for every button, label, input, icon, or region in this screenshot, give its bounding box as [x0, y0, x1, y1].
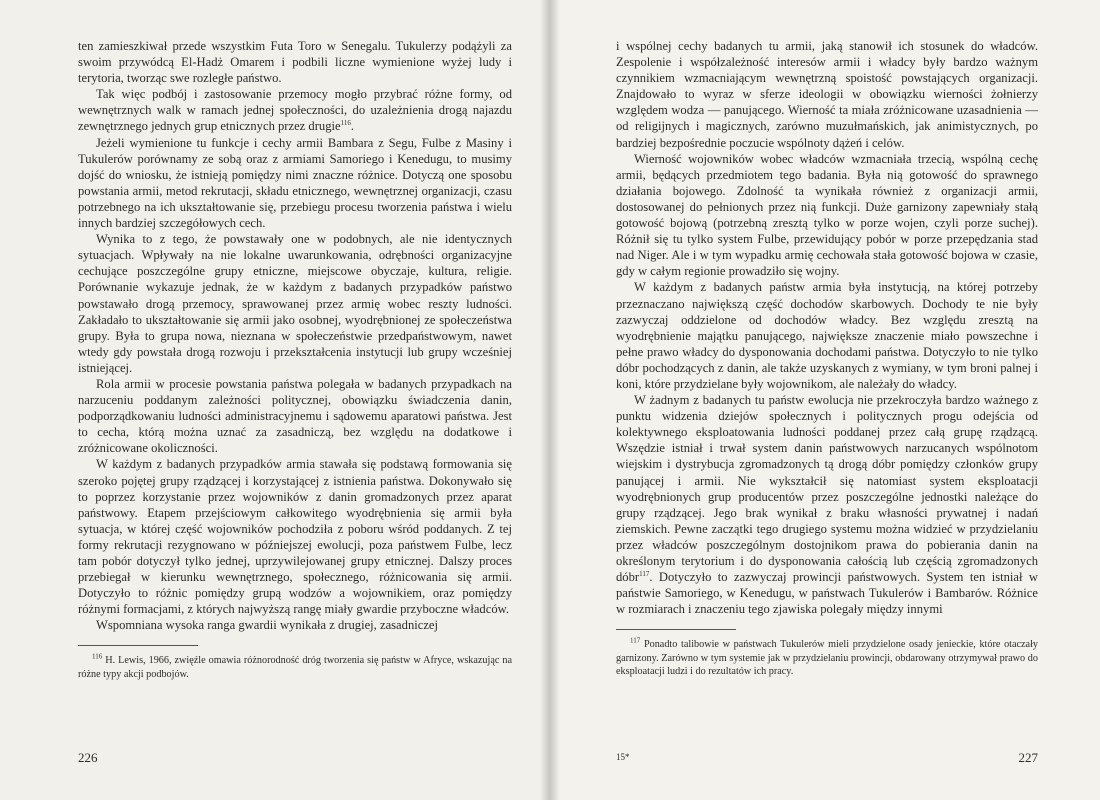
- footnote: [78, 654, 512, 681]
- paragraph: Wynika to z tego, że powstawały one w podobnych, ale nie identycznych sytuacjach. Wpływały na nie lokalne uwarunkowania, odrębności organizacyjne cechujące poszczególne grupy etniczne, miejscowe obyczaje, kultura, religie. Porównanie wykazuje jednak, że w każdym z badanych przypadków państwo powstawało drogą przemocy, sprawowanej przez armię wobec reszty ludności. Zakładało to ukształtowanie się armii jako osobnej, wyodrębnionej ze społeczeństwa grupy. Była to grupa nowa, nieznana w społeczeństwie przedpaństwowym, nawet wtedy gdy powstała drogą rozwoju i przekształcenia instytucji lub grupy wcześniej istniejącej.: [78, 232, 512, 375]
- page-number: 226: [78, 750, 98, 765]
- paragraph: Wspomniana wysoka ranga gwardii wynikała z drugiej, zasadniczej: [96, 618, 439, 633]
- footnote-ref: 116: [340, 119, 351, 128]
- footnote-rule: [616, 629, 736, 630]
- paragraph-text: W żadnym z badanych tu państw ewolucja nie przekroczyła bardzo ważnego z punktu widzenia dziejów społecznych i politycznych progu odejścia od kolektywnego eksploatowania ludności poddanej przez całą grupę rządzącą. Wszędzie istniał i trwał system danin państwowych narzucanych wspólnotom wiejskim i dystrybucja zgromadzonych tą drogą dóbr pomiędzy członków grupy panującej i armii. Nie wykształcił się natomiast system eksploatacji wyodrębnionych grup producentów przez poszczególne jednostki należące do grupy rządzącej. Jego brak wynikał z braku własności prywatnej i nadań ziemskich. Pewne zaczątki tego drugiego systemu można widzieć w przydzielaniu przez władców poszczególnym dostojnikom prawa do pobierania danin na określonym terytorium i do dysponowania całością lub częścią zgromadzonych dóbr: [616, 393, 1038, 585]
- paragraph: Wierność wojowników wobec władców wzmacniała trzecią, wspólną cechę armii, będących przedmiotem tego badania. Była nią gotowość do sprawnego działania bojowego. Zdolność ta wynikała również z organizacji armii, dostosowanej do pełnionych przez nią funkcji. Duże garnizony zapewniały stałą gotowość bojową (potrzebną zresztą tylko w porze wojen, czyli porze suchej). Różnił się tu tylko system Fulbe, przewidujący pobór w porze przepędzania stad nad Niger. Ale i w tym wypadku armię cechowała stała gotowość bojowa w czasie, gdy w całym regionie prowadziło się wojny.: [616, 151, 1038, 279]
- paragraph: W żadnym z badanych tu państw ewolucja nie przekroczyła bardzo ważnego z punktu widzenia dziejów społecznych i politycznych progu odejścia od kolektywnego eksploatowania ludności poddanej przez całą grupę rządzącą. Wszędzie istniał i trwał system danin państwowych narzucanych wspólnotom wiejskim i dystrybucja zgromadzonych tą drogą dóbr pomiędzy członków grupy panującej i armii. Nie wykształcił się natomiast system eksploatacji wyodrębnionych grup producentów przez poszczególne jednostki należące do grupy rządzącej. Jego brak wynikał z braku własności prywatnej i nadań ziemskich. Pewne zaczątki tego drugiego systemu można widzieć w przydzielaniu przez władców poszczególnym dostojnikom prawa do pobierania danin na określonym terytorium i do dysponowania całością lub częścią zgromadzonych dóbr$^{117}$. Dotyczyło to zazwyczaj prowincji państwowych. System ten istniał w państwie Samoriego, w Kenedugu, w państwach Tukulerów i Bambarów. Różnice w rozmiarach i znaczeniu tego zjawiska polegały między innymi: [616, 393, 1039, 617]
- signature-mark: 15*: [616, 752, 630, 762]
- paragraph-text: Dotyczyło to zazwyczaj prowincji państwowych. System ten istniał w państwie Samoriego, w Kenedugu, w państwach Tukulerów i Bambarów. Różnice w rozmiarach i znaczeniu tego zjawiska polegały między innymi: [616, 570, 1039, 617]
- left-body-text: [78, 38, 512, 633]
- paragraph: ten zamieszkiwał przede wszystkim Futa Toro w Senegalu. Tukulerzy podążyli za swoim przywódcą El-Hadż Omarem i podbili liczne wymienione wyżej ludy i terytoria, tworząc swe rozległe państwo.: [78, 39, 512, 86]
- paragraph: W każdym z badanych przypadków armia stawała się podstawą formowania się szeroko pojętej grupy rządzącej i korzystającej z istnienia państwa. Dokonywało się to poprzez korzystanie przez wojowników z danin gromadzonych przez aparat państwowy. Etapem przejściowym całkowitego wyodrębnienia się armii była sytuacja, w której część wojowników pochodziła z poboru wśród poddanych. Z tej formy rekrutacji rezygnowano w późniejszej ewolucji, poza państwem Fulbe, lecz tam pobór dotyczył tylko jednej, uprzywilejowanej grupy etnicznej. Dalszy proces przebiegał w kierunku wewnętrznego, społecznego, różnicowania się armii. Dotyczyło to różnic pomiędzy grupą wodzów a wojownikiem, oraz pomiędzy różnymi formacjami, z których najwyższą rangę miały gwardie przyboczne władców.: [78, 457, 512, 617]
- page-number: 227: [1018, 750, 1038, 765]
- paragraph: Jeżeli wymienione tu funkcje i cechy armii Bambara z Segu, Fulbe z Masiny i Tukulerów porównamy ze sobą oraz z armiami Samoriego i Kenedugu, to musimy dojść do wniosku, że istnieją pomiędzy nimi znaczne różnice. Dotyczą one sposobu powstania armii, metod rekrutacji, składu etnicznego, wewnętrznej organizacji, czasu potrzebnego na ich ukształtowanie się, przebiegu procesu tworzenia państwa i wielu innych bardziej szczegółowych cech.: [78, 135, 512, 231]
- paragraph: Rola armii w procesie powstania państwa polegała w badanych przypadkach na narzuceniu poddanym zależności politycznej, obowiązku świadczenia danin, podporządkowaniu ludności administracyjnemu i sądowemu aparatowi państwa. Jest to cecha, którą można uznać za zasadniczą, bez względu na dodatkowe i zróżnicowane okoliczności.: [78, 376, 512, 456]
- right-body-text: [616, 38, 1038, 617]
- footnote: [616, 638, 1038, 678]
- right-page: [550, 0, 1100, 800]
- paragraph: i wspólnej cechy badanych tu armii, jaką stanowił ich stosunek do władców. Zespolenie i współzależność interesów armii i władcy były bardzo ważnym czynnikiem wzmacniającym wewnętrzną spoistość powstających organizacji. Znajdowało to wyraz w sferze ideologii w obowiązku wierności żołnierzy względem wodza — panującego. Wierność ta miała zróżnicowane uzasadnienia — od religijnych i magicznych, zarówno muzułmańskich, jak animistycznych, po bardziej bezpośrednie poczucie wspólnoty dążeń i celów.: [616, 39, 1038, 150]
- footnote-rule: [78, 645, 198, 646]
- paragraph: Tak więc podbój i zastosowanie przemocy mogło przybrać różne formy, od wewnętrznych walk w ramach jednej społeczności, do uzależnienia drogą najazdu zewnętrznego jednych grup etnicznych przez drugie$^{116}$.: [78, 87, 512, 134]
- footnote-ref: 117: [639, 569, 650, 578]
- footnote-text: H. Lewis, 1966, zwięźle omawia różnorodność dróg tworzenia się państw w Afryce, wskazując na różne typy akcji podbojów.: [78, 655, 512, 680]
- footnote-number: 117: [630, 636, 641, 645]
- footnote-number: 116: [92, 653, 103, 662]
- paragraph-text: Tak więc podbój i zastosowanie przemocy mogło przybrać różne formy, od wewnętrznych walk w ramach jednej społeczności, do uzależnienia drogą najazdu zewnętrznego jednych grup etnicznych przez drugie: [78, 87, 512, 134]
- footnote-text: Ponadto talibowie w państwach Tukulerów mieli przydzielone osady jenieckie, które otaczały garnizony. Zarówno w tym systemie jak w przydzielaniu prowincji, obdarowany otrzymywał prawo do eksploatacji ludzi i do rezultatów ich pracy.: [616, 639, 1039, 678]
- paragraph: W każdym z badanych państw armia była instytucją, na której potrzeby przeznaczano największą część dochodów skarbowych. Dochody te nie były zazwyczaj oddzielone od dochodów władcy. Bez względu zresztą na wyodrębnienie majątku panującego, największe znaczenie miało powszechne i pełne prawo władcy do dysponowania dochodami państwa. Dotyczyło to nie tylko dóbr pochodzących z danin, ale także uzyskanych z wymiany, w tym broni palnej i koni, które przydzielane były wojownikom, ale należały do władcy.: [616, 280, 1038, 391]
